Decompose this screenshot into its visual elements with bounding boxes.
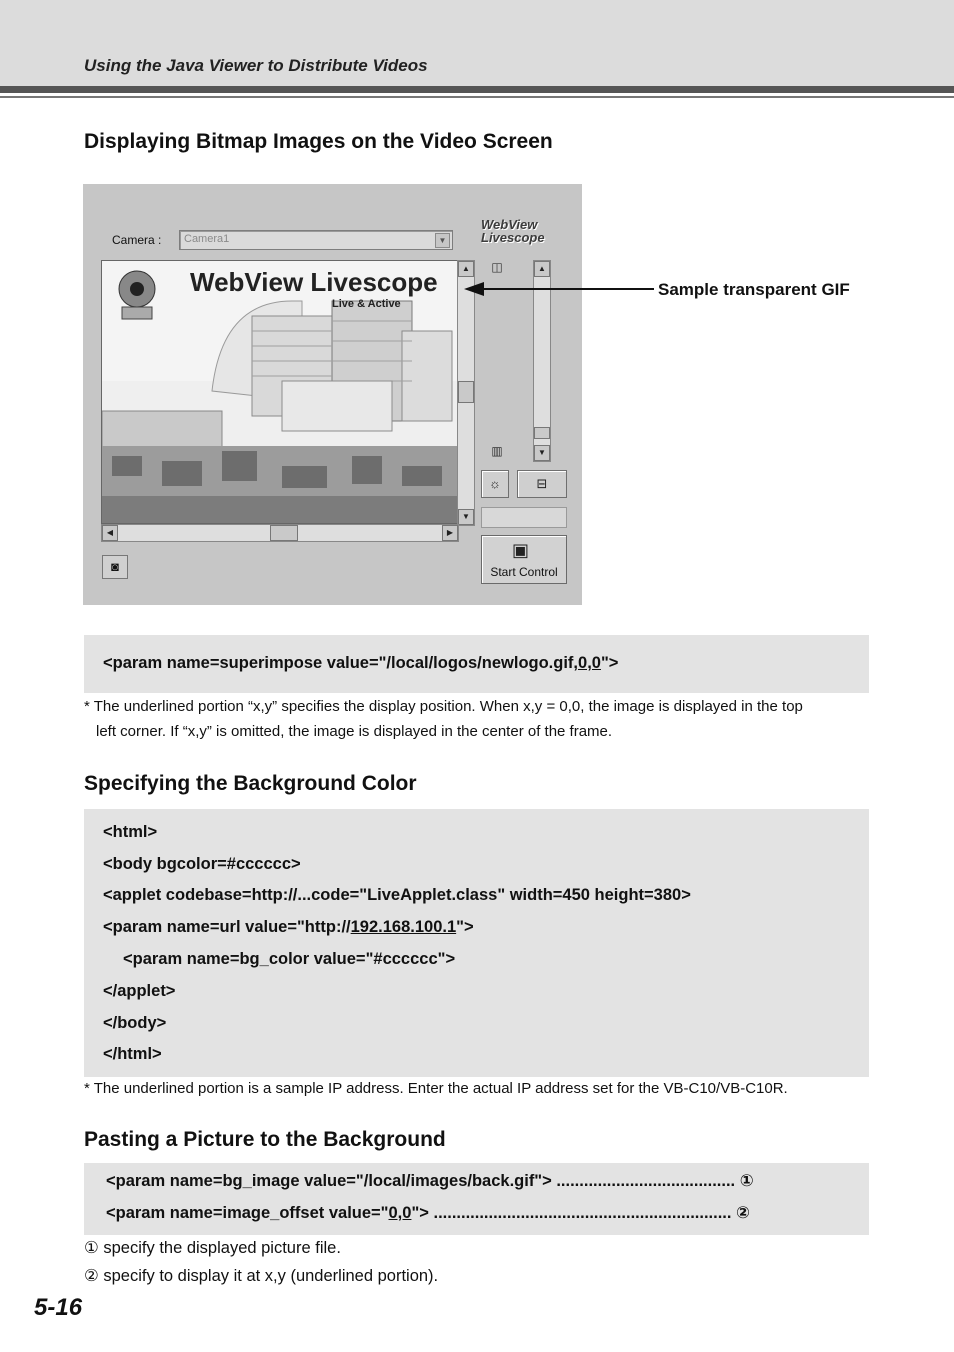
heading-bgcolor: Specifying the Background Color (84, 772, 417, 795)
zoom-down-icon[interactable]: ▼ (534, 445, 550, 461)
scroll-thumb-horizontal[interactable] (270, 525, 298, 541)
zoom-slider[interactable] (533, 260, 551, 462)
status-field (481, 507, 567, 528)
item-2: ② specify to display it at x,y (underlined portion). (84, 1267, 439, 1285)
webview-logo (481, 218, 545, 244)
logo-line-1: WebView (481, 217, 538, 232)
code-line: <html> (103, 823, 158, 841)
overlay-tagline: Live & Active (332, 298, 401, 310)
overlay-title: WebView Livescope (190, 267, 438, 297)
code-text: <param name=url value="http:// (103, 918, 351, 936)
backlight-icon[interactable]: ☼ (481, 470, 509, 498)
scroll-up-icon[interactable]: ▲ (458, 261, 474, 277)
control-camera-icon: ▣ (512, 540, 530, 560)
applet-screenshot (83, 184, 582, 605)
code-line: <param name=bg_color value="#cccccc"> (123, 950, 456, 968)
scroll-left-icon[interactable]: ◀ (102, 525, 118, 541)
header-rule (0, 86, 954, 93)
video-image (102, 261, 458, 523)
zoom-out-icon: ▥ (491, 444, 503, 458)
callout-label: Sample transparent GIF (658, 280, 850, 299)
code-text-end: "> (456, 918, 474, 936)
code-line (103, 654, 618, 673)
panorama-icon[interactable]: ⊟ (517, 470, 567, 498)
heading-bitmap: Displaying Bitmap Images on the Video Screen (84, 130, 553, 153)
note-ip-address: * The underlined portion is a sample IP address. Enter the actual IP address set for the VB-C10/VB-C10R. (84, 1080, 788, 1097)
camera-select[interactable] (179, 230, 453, 250)
code-superimpose (84, 635, 869, 693)
code-underlined: 0,0 (578, 654, 601, 672)
code-line: <applet codebase=http://...code="LiveApplet.class" width=450 height=380> (103, 886, 691, 904)
camera-label: Camera : (112, 233, 162, 247)
code-text-end: "> ................................................................. ② (411, 1204, 751, 1222)
code-bg-image (84, 1163, 869, 1235)
code-line: </html> (103, 1045, 162, 1063)
scroll-down-icon[interactable]: ▼ (458, 509, 474, 525)
zoom-in-icon: ◫ (491, 260, 503, 274)
camera-select-value: Camera1 (184, 233, 230, 245)
code-text: <param name=superimpose value="/local/logos/newlogo.gif, (103, 654, 579, 672)
video-vertical-scrollbar[interactable] (457, 260, 475, 526)
code-text-end: "> (600, 654, 619, 672)
zoom-thumb[interactable] (534, 427, 550, 439)
note-line-1: * The underlined portion “x,y” specifies the display position. When x,y = 0,0, the image is displayed in the top (84, 698, 803, 715)
zoom-up-icon[interactable]: ▲ (534, 261, 550, 277)
callout-line (470, 288, 654, 290)
code-line (103, 918, 474, 937)
page-number: 5-16 (34, 1294, 83, 1321)
item-1: ① specify the displayed picture file. (84, 1239, 341, 1257)
video-frame (101, 260, 459, 524)
video-horizontal-scrollbar[interactable] (101, 524, 459, 542)
start-control-button[interactable] (481, 535, 567, 584)
code-underlined: 0,0 (388, 1204, 412, 1222)
start-control-label: Start Control (490, 565, 558, 579)
code-line (106, 1203, 750, 1223)
code-underlined-ip: 192.168.100.1 (350, 918, 457, 936)
code-line: <param name=bg_image value="/local/images/back.gif"> ....................................... ① (106, 1172, 754, 1190)
scroll-right-icon[interactable]: ▶ (442, 525, 458, 541)
running-header: Using the Java Viewer to Distribute Videos (84, 56, 428, 75)
header-rule-thin (0, 96, 954, 98)
heading-picture: Pasting a Picture to the Background (84, 1128, 446, 1151)
snapshot-camera-icon[interactable]: ◙ (102, 555, 128, 579)
code-text: <param name=image_offset value=" (106, 1204, 389, 1222)
code-line: <body bgcolor=#cccccc> (103, 855, 301, 873)
note-display-position (84, 694, 874, 744)
code-line: </applet> (103, 982, 176, 1000)
code-line: </body> (103, 1014, 167, 1032)
note-line-2: left corner. If “x,y” is omitted, the image is displayed in the center of the frame. (96, 723, 613, 740)
scroll-thumb[interactable] (458, 381, 474, 403)
code-bgcolor (84, 809, 869, 1077)
chevron-down-icon[interactable]: ▼ (435, 233, 450, 248)
logo-line-2: Livescope (481, 230, 545, 245)
